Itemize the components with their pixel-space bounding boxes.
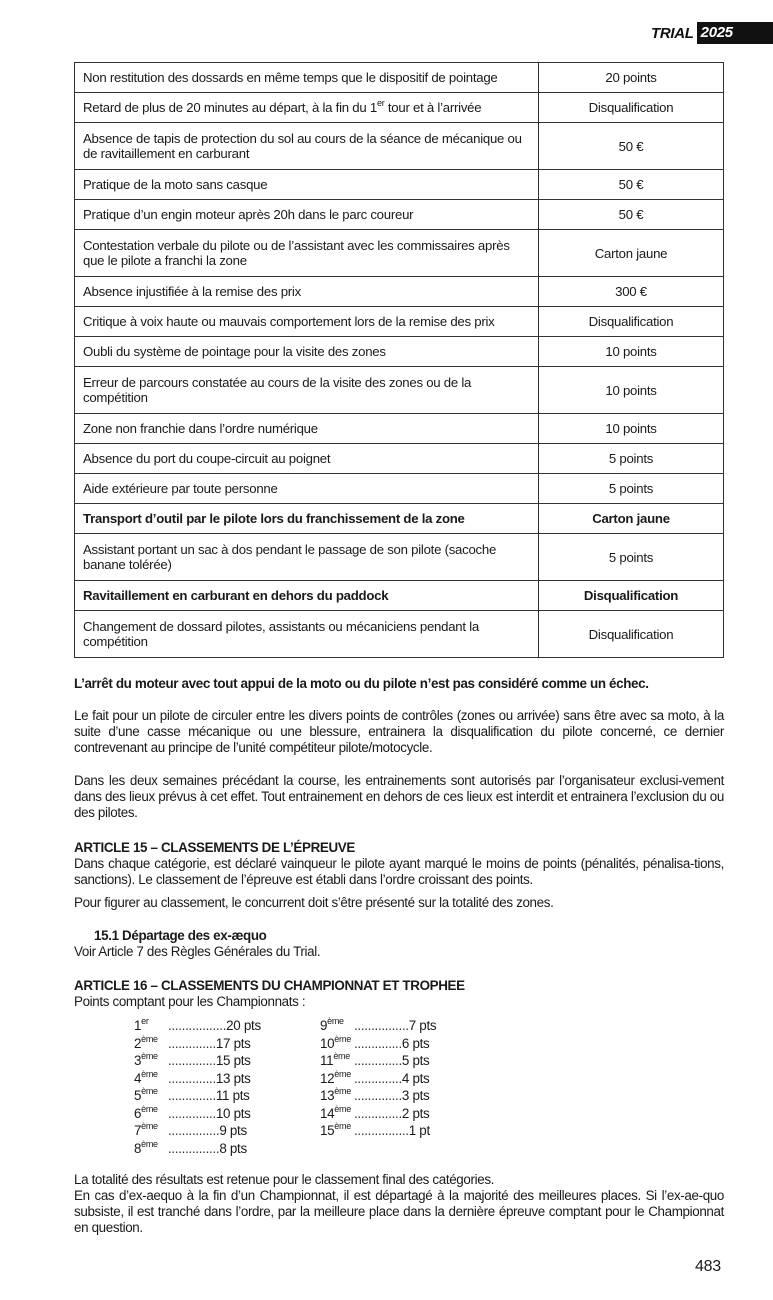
ordinal-suffix: ème: [327, 1016, 344, 1026]
penalty-value: Carton jaune: [539, 504, 724, 534]
penalty-description: Transport d’outil par le pilote lors du franchissement de la zone: [75, 504, 539, 534]
penalty-description: Pratique d’un engin moteur après 20h dans le parc coureur: [75, 200, 539, 230]
penalty-description-part: tour et à l’arrivée: [384, 100, 482, 115]
penalty-row: [75, 414, 724, 444]
header-tag: [651, 22, 773, 44]
article16-intro: Points comptant pour les Championnats :: [74, 994, 306, 1009]
rank-label: [134, 1140, 168, 1158]
rank-number: 2: [134, 1035, 142, 1051]
rank-number: 1: [134, 1018, 142, 1033]
leader-dots: ..............: [168, 1035, 216, 1051]
penalty-value: 50 €: [539, 200, 724, 230]
leader-dots: ...............: [168, 1140, 220, 1156]
penalty-value: Disqualification: [539, 611, 724, 658]
rank-label: [134, 1052, 168, 1070]
points-list-right: [320, 1017, 436, 1140]
ordinal-suffix: ème: [141, 1033, 158, 1044]
points-value: 13 pts: [215, 1070, 251, 1086]
leader-dots: ..............: [354, 1105, 402, 1121]
rank-number: 11: [320, 1053, 334, 1068]
rank-label: [134, 1105, 168, 1123]
ordinal-suffix: er: [376, 98, 385, 108]
ordinal-suffix: ème: [334, 1068, 351, 1079]
leader-dots: ................: [354, 1018, 409, 1033]
penalty-value: 10 points: [539, 414, 724, 444]
leader-dots: ..............: [354, 1088, 402, 1103]
penalty-description: Critique à voix haute ou mauvais comportement lors de la remise des prix: [75, 307, 539, 337]
penalty-value: 10 points: [539, 367, 724, 414]
rank-number: 13: [320, 1088, 335, 1103]
points-row: [134, 1035, 261, 1053]
points-value: 9 pts: [219, 1123, 247, 1138]
penalty-value: 50 €: [539, 123, 724, 170]
rank-number: 7: [134, 1123, 142, 1138]
points-value: 2 pts: [401, 1105, 430, 1121]
rank-label: [320, 1035, 354, 1053]
penalty-row: [75, 444, 724, 474]
rank-number: 15: [320, 1123, 335, 1138]
leader-dots: ..............: [168, 1105, 216, 1121]
ordinal-suffix: ème: [141, 1051, 158, 1061]
penalty-value: 5 points: [539, 474, 724, 504]
page-number: 483: [695, 1258, 721, 1275]
penalty-row: [75, 63, 724, 93]
article16-title: ARTICLE 16 – CLASSEMENTS DU CHAMPIONNAT ET TROPHEE: [74, 978, 465, 993]
points-value: 7 pts: [408, 1018, 437, 1033]
header-word: TRIAL: [651, 24, 694, 42]
rank-label: [134, 1087, 168, 1105]
points-row: [134, 1140, 261, 1158]
rank-number: 9: [320, 1018, 328, 1033]
penalty-value: Disqualification: [539, 581, 724, 611]
points-row: [134, 1017, 261, 1035]
penalty-value: Disqualification: [539, 93, 724, 123]
penalties-table: [74, 62, 724, 658]
engine-note: L’arrêt du moteur avec tout appui de la moto ou du pilote n’est pas considéré comme un échec.: [74, 676, 649, 691]
points-value: 6 pts: [401, 1035, 430, 1051]
article15-subtitle: 15.1 Départage des ex-æquo: [94, 928, 267, 943]
rank-number: 10: [320, 1035, 335, 1051]
penalty-row: [75, 170, 724, 200]
leader-dots: ...............: [168, 1123, 220, 1138]
penalty-description: Absence du port du coupe-circuit au poignet: [75, 444, 539, 474]
penalty-description: Ravitaillement en carburant en dehors du paddock: [75, 581, 539, 611]
rank-label: [320, 1105, 354, 1123]
penalty-row: [75, 230, 724, 277]
header-year: 2025: [697, 22, 773, 44]
rank-label: [320, 1087, 354, 1105]
penalty-description: Assistant portant un sac à dos pendant le passage de son pilote (sacoche banane tolérée): [75, 534, 539, 581]
leader-dots: .................: [168, 1018, 227, 1033]
penalty-value: 5 points: [539, 534, 724, 581]
rank-label: [320, 1017, 354, 1035]
penalty-value: 50 €: [539, 170, 724, 200]
ordinal-suffix: ème: [334, 1103, 351, 1114]
ordinal-suffix: ème: [334, 1033, 351, 1044]
para-training: Dans les deux semaines précédant la course, les entrainements sont autorisés par l’organisateur exclusi-vement dans des lieux prévus à cet effet. Tout entrainement en dehors de ces lieux est interdit et entrainera l’exclusion du ou des pilotes.: [74, 773, 724, 820]
penalty-value: 5 points: [539, 444, 724, 474]
leader-dots: ..............: [354, 1035, 402, 1051]
penalty-description: Zone non franchie dans l’ordre numérique: [75, 414, 539, 444]
leader-dots: ..............: [168, 1070, 216, 1086]
rank-number: 14: [320, 1105, 335, 1121]
article16-closing2: En cas d’ex-aequo à la fin d’un Championnat, il est départagé à la majorité des meilleures places. Si l’ex-ae-quo subsiste, il est tranché dans l’ordre, par la meilleure place dans la dernière épreuve comptant pour le Championnat en question.: [74, 1188, 724, 1235]
ordinal-suffix: er: [141, 1016, 149, 1026]
ordinal-suffix: ème: [334, 1086, 351, 1096]
rank-number: 3: [134, 1053, 142, 1068]
penalty-description: [75, 93, 539, 123]
penalty-row: [75, 504, 724, 534]
penalty-row: [75, 581, 724, 611]
penalty-description-part: Retard de plus de 20 minutes au départ, à la fin du 1: [83, 100, 377, 115]
penalty-row: [75, 474, 724, 504]
ordinal-suffix: ème: [141, 1121, 158, 1131]
penalty-row: [75, 307, 724, 337]
article15-body2: Pour figurer au classement, le concurrent doit s’être présenté sur la totalité des zones.: [74, 895, 554, 910]
ordinal-suffix: ème: [334, 1121, 351, 1131]
leader-dots: ..............: [168, 1088, 216, 1103]
penalty-row: [75, 93, 724, 123]
leader-dots: ..............: [354, 1053, 402, 1068]
points-value: 10 pts: [215, 1105, 251, 1121]
points-row: [134, 1070, 261, 1088]
points-value: 5 pts: [401, 1053, 430, 1068]
article15-title: ARTICLE 15 – CLASSEMENTS DE L’ÉPREUVE: [74, 840, 355, 855]
points-value: 1 pt: [408, 1123, 430, 1138]
penalty-description: Erreur de parcours constatée au cours de la visite des zones ou de la compétition: [75, 367, 539, 414]
points-row: [320, 1087, 436, 1105]
rank-number: 5: [134, 1088, 142, 1103]
penalty-value: Disqualification: [539, 307, 724, 337]
article15-subbody: Voir Article 7 des Règles Générales du Trial.: [74, 944, 321, 959]
rank-label: [320, 1052, 354, 1070]
penalty-value: 300 €: [539, 277, 724, 307]
leader-dots: ................: [354, 1123, 409, 1138]
penalty-row: [75, 277, 724, 307]
penalty-row: [75, 611, 724, 658]
points-value: 20 pts: [226, 1018, 261, 1033]
article15-body1: Dans chaque catégorie, est déclaré vainqueur le pilote ayant marqué le moins de points (pénalités, pénalisa-tions, sanctions). Le classement de l’épreuve est établi dans l’ordre croissant des points.: [74, 856, 724, 887]
penalty-description: Contestation verbale du pilote ou de l’assistant avec les commissaires après que le pilote a franchi la zone: [75, 230, 539, 277]
penalty-description: Oubli du système de pointage pour la visite des zones: [75, 337, 539, 367]
ordinal-suffix: ème: [141, 1138, 158, 1149]
points-row: [320, 1070, 436, 1088]
points-row: [320, 1052, 436, 1070]
rank-label: [134, 1122, 168, 1140]
leader-dots: ..............: [168, 1053, 216, 1068]
rank-number: 4: [134, 1070, 142, 1086]
points-list-left: [134, 1017, 261, 1157]
points-row: [320, 1017, 436, 1035]
penalty-description: Non restitution des dossards en même temps que le dispositif de pointage: [75, 63, 539, 93]
points-row: [134, 1052, 261, 1070]
ordinal-suffix: ème: [141, 1068, 158, 1079]
points-value: 4 pts: [401, 1070, 430, 1086]
rank-label: [134, 1017, 168, 1035]
penalty-value: 10 points: [539, 337, 724, 367]
points-row: [320, 1035, 436, 1053]
ordinal-suffix: ème: [141, 1086, 158, 1096]
points-row: [134, 1122, 261, 1140]
penalty-row: [75, 123, 724, 170]
rank-number: 8: [134, 1140, 142, 1156]
rank-number: 12: [320, 1070, 335, 1086]
penalty-description: Absence injustifiée à la remise des prix: [75, 277, 539, 307]
points-value: 8 pts: [219, 1140, 247, 1156]
ordinal-suffix: ème: [333, 1051, 350, 1061]
para-circulation: Le fait pour un pilote de circuler entre les divers points de contrôles (zones ou arrivée) sans être avec sa moto, à la suite d’une casse mécanique ou une blessure, entrainera la disqualification du pilote concerné, ce dernier contrevenant au principe de l’unité compétiteur pilote/motocycle.: [74, 708, 724, 755]
penalty-row: [75, 534, 724, 581]
penalty-row: [75, 337, 724, 367]
penalty-description: Pratique de la moto sans casque: [75, 170, 539, 200]
penalty-row: [75, 200, 724, 230]
points-value: 3 pts: [401, 1088, 430, 1103]
rank-label: [134, 1070, 168, 1088]
rank-label: [320, 1122, 354, 1140]
penalty-description: Absence de tapis de protection du sol au cours de la séance de mécanique ou de ravitaillement en carburant: [75, 123, 539, 170]
penalty-description: Changement de dossard pilotes, assistants ou mécaniciens pendant la compétition: [75, 611, 539, 658]
leader-dots: ..............: [354, 1070, 402, 1086]
points-value: 11 pts: [215, 1088, 250, 1103]
penalty-description: Aide extérieure par toute personne: [75, 474, 539, 504]
penalty-value: 20 points: [539, 63, 724, 93]
ordinal-suffix: ème: [141, 1103, 158, 1114]
penalty-row: [75, 367, 724, 414]
points-value: 15 pts: [215, 1053, 251, 1068]
points-value: 17 pts: [215, 1035, 251, 1051]
article16-closing1: La totalité des résultats est retenue pour le classement final des catégories.: [74, 1172, 495, 1187]
rank-label: [134, 1035, 168, 1053]
points-row: [320, 1122, 436, 1140]
rank-number: 6: [134, 1105, 142, 1121]
points-row: [134, 1105, 261, 1123]
points-row: [320, 1105, 436, 1123]
rank-label: [320, 1070, 354, 1088]
points-row: [134, 1087, 261, 1105]
penalty-value: Carton jaune: [539, 230, 724, 277]
